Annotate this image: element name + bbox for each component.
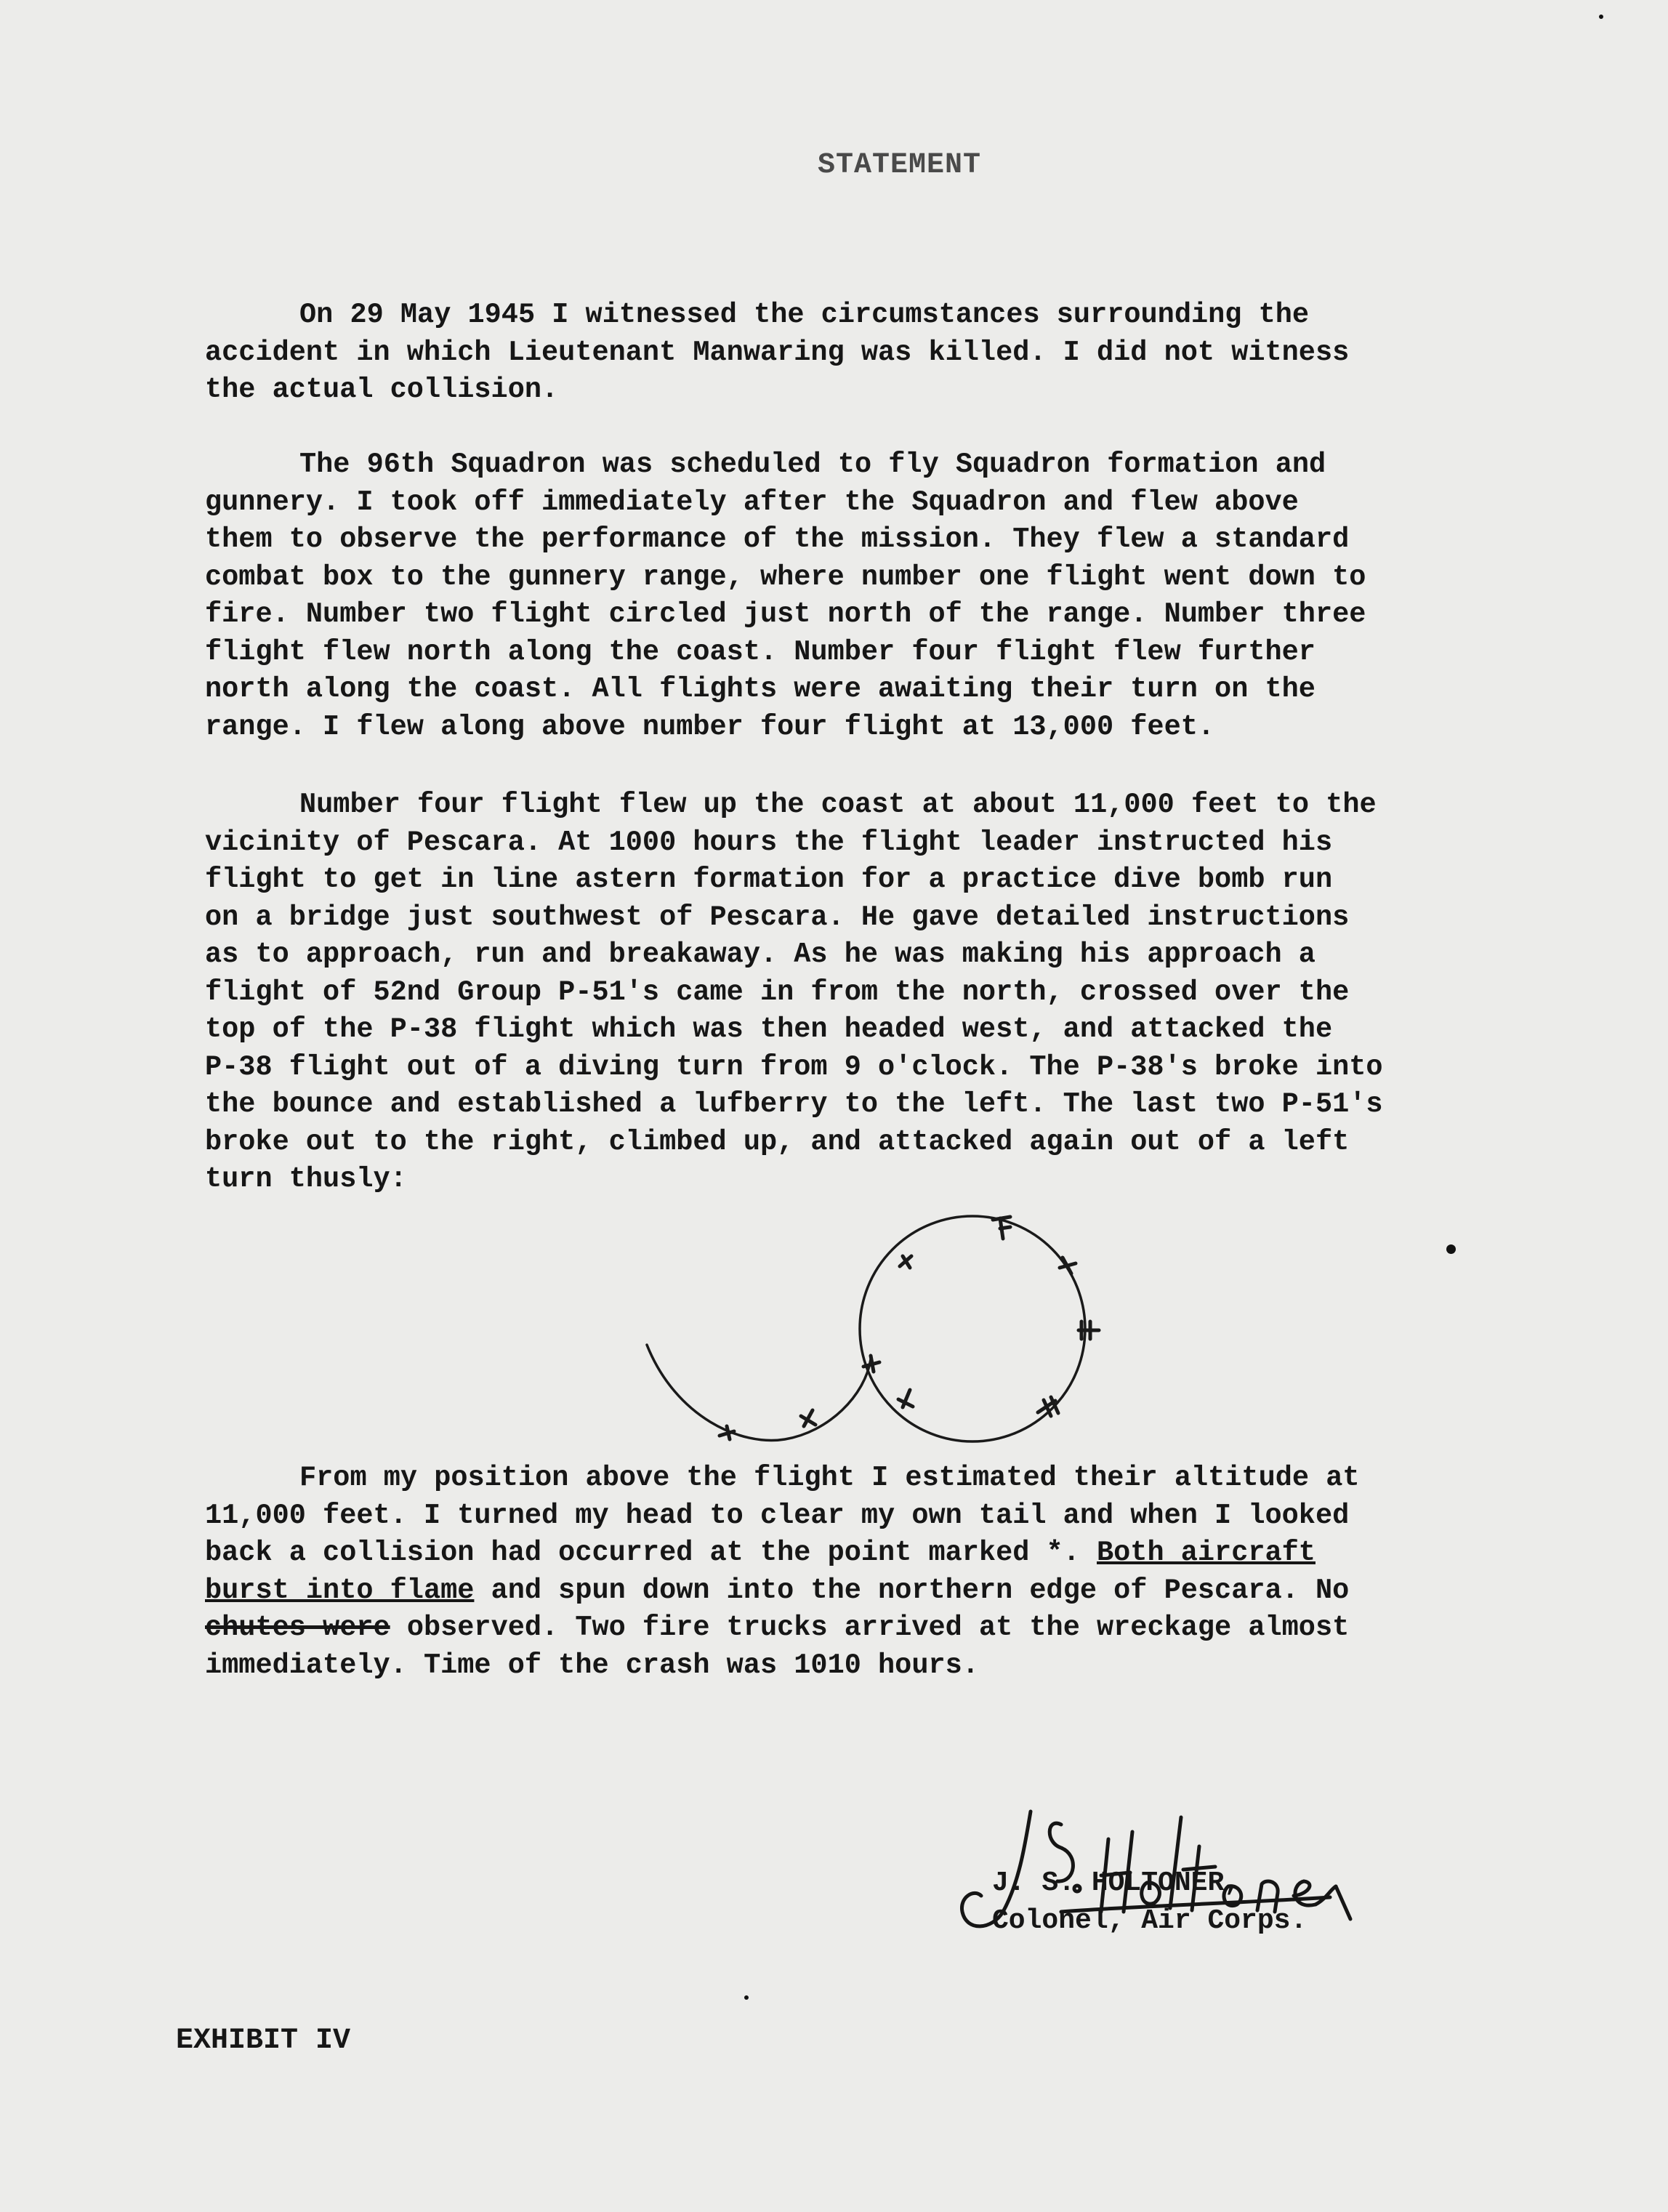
- text-line: accident in which Lieutenant Manwaring was killed. I did not witness: [205, 336, 1350, 369]
- left-arc: [647, 1345, 871, 1440]
- text-line: The 96th Squadron was scheduled to fly Squadron formation and: [299, 449, 1326, 480]
- text-line: vicinity of Pescara. At 1000 hours the flight leader instructed his: [205, 826, 1333, 858]
- exhibit-label: EXHIBIT IV: [176, 2024, 351, 2057]
- signer-rank: Colonel, Air Corps.: [992, 1905, 1308, 1936]
- aircraft-mark: [1079, 1322, 1099, 1339]
- signer-name: J. S. HOLTONER,: [992, 1867, 1241, 1899]
- text-line: combat box to the gunnery range, where number one flight went down to: [205, 560, 1366, 593]
- text-line: turn thusly:: [205, 1163, 407, 1195]
- struck-text: chutes were: [205, 1612, 390, 1644]
- text-segment: and spun down into the northern edge of Pescara. No: [474, 1574, 1350, 1606]
- aircraft-mark: [898, 1390, 913, 1407]
- paragraph-4: [205, 1460, 1513, 1684]
- paragraph-1: [205, 297, 1513, 409]
- text-line: fire. Number two flight circled just north of the range. Number three: [205, 598, 1366, 630]
- lufberry-circle: [860, 1216, 1085, 1441]
- text-line: Number four flight flew up the coast at about 11,000 feet to the: [299, 789, 1377, 821]
- paragraph-3: [205, 787, 1513, 1199]
- aircraft-marks: [720, 1217, 1099, 1439]
- aircraft-mark: [993, 1217, 1010, 1239]
- text-line: flight to get in line astern formation for a practice dive bomb run: [205, 864, 1333, 896]
- aircraft-mark: [1060, 1258, 1076, 1274]
- ink-speck: [1446, 1244, 1456, 1254]
- text-line: On 29 May 1945 I witnessed the circumstances surrounding the: [299, 299, 1310, 331]
- text-line: top of the P-38 flight which was then headed west, and attacked the: [205, 1013, 1333, 1045]
- ink-speck: [744, 1995, 749, 2000]
- text-line: flight flew north along the coast. Number four flight flew further: [205, 635, 1316, 668]
- aircraft-mark: [1038, 1397, 1058, 1416]
- statement-title: STATEMENT: [818, 149, 982, 182]
- text-segment: back a collision had occurred at the point marked *.: [205, 1537, 1097, 1569]
- text-line: on a bridge just southwest of Pescara. He gave detailed instructions: [205, 901, 1350, 933]
- text-line: the bounce and established a lufberry to the left. The last two P-51's: [205, 1088, 1383, 1120]
- lufberry-diagram: [632, 1192, 1127, 1454]
- text-line: [205, 1572, 1513, 1610]
- text-line: broke out to the right, climbed up, and attacked again out of a left: [205, 1125, 1350, 1158]
- text-segment: observed. Two fire trucks arrived at the wreckage almost: [390, 1612, 1350, 1644]
- text-line: them to observe the performance of the mission. They flew a standard: [205, 523, 1350, 555]
- aircraft-mark: [801, 1410, 815, 1426]
- paragraph-2: [205, 446, 1513, 746]
- text-line: 11,000 feet. I turned my head to clear my own tail and when I looked: [205, 1499, 1350, 1532]
- text-line: range. I flew along above number four flight at 13,000 feet.: [205, 710, 1215, 743]
- aircraft-mark: [900, 1256, 911, 1268]
- text-line: From my position above the flight I estimated their altitude at: [299, 1462, 1360, 1494]
- signature-block: [992, 1865, 1307, 1940]
- underlined-text: burst into flame: [205, 1574, 475, 1606]
- text-line: [205, 1535, 1513, 1572]
- text-line: gunnery. I took off immediately after the Squadron and flew above: [205, 486, 1299, 518]
- text-line: [205, 1609, 1513, 1647]
- underlined-text: Both aircraft: [1097, 1537, 1316, 1569]
- text-line: the actual collision.: [205, 374, 559, 406]
- text-line: immediately. Time of the crash was 1010 hours.: [205, 1649, 979, 1681]
- text-line: as to approach, run and breakaway. As he was making his approach a: [205, 938, 1316, 970]
- text-line: P-38 flight out of a diving turn from 9 o'clock. The P-38's broke into: [205, 1050, 1383, 1083]
- ink-speck: [1599, 15, 1603, 19]
- text-line: north along the coast. All flights were awaiting their turn on the: [205, 673, 1316, 705]
- text-line: flight of 52nd Group P-51's came in from the north, crossed over the: [205, 976, 1350, 1008]
